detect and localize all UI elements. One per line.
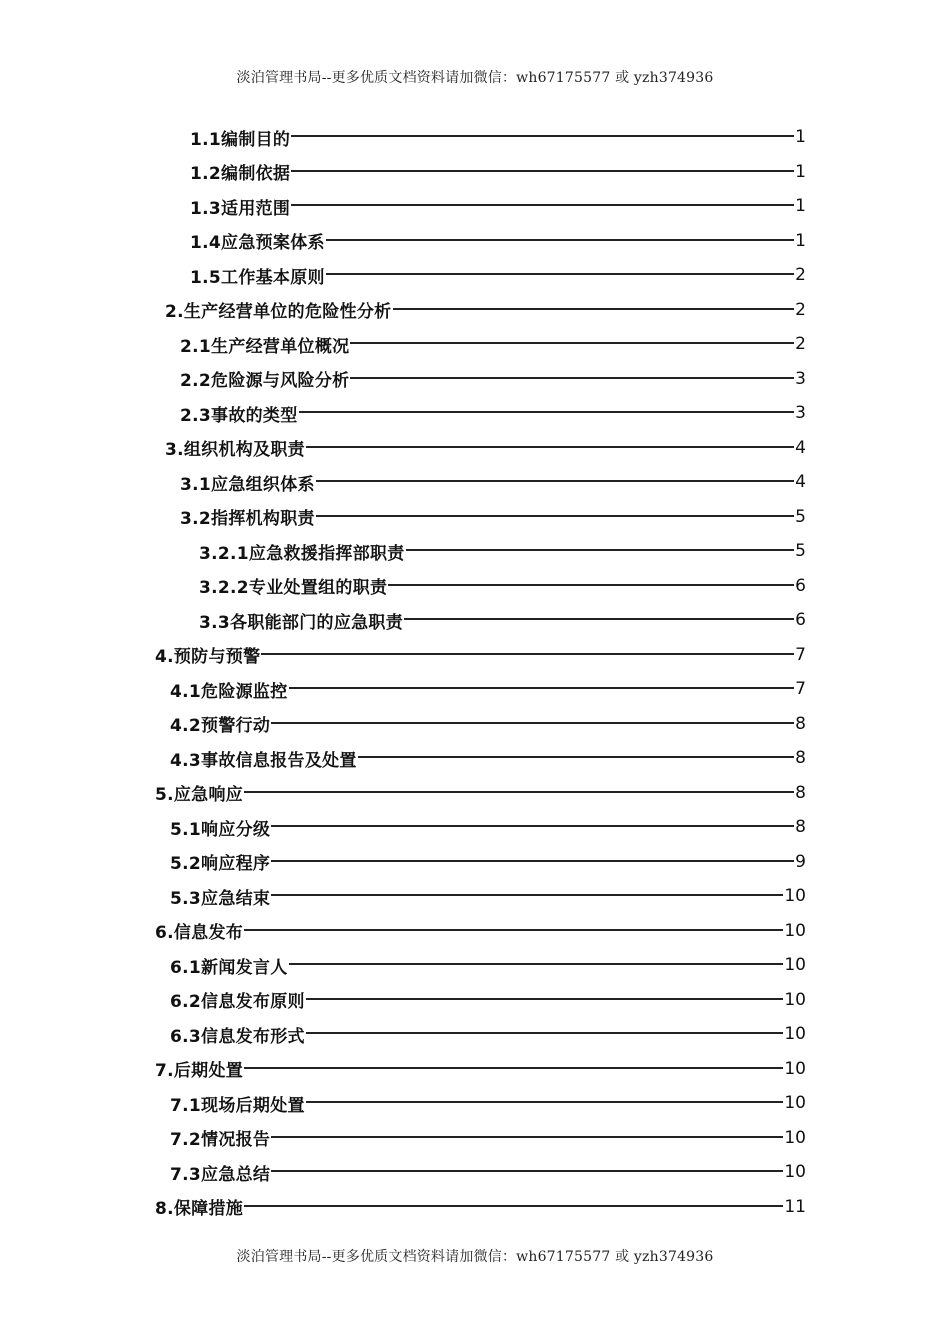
toc-entry-page: 1 (795, 230, 806, 251)
toc-entry-page: 8 (795, 782, 806, 803)
toc-entry-title: 5.2响应程序 (170, 854, 271, 874)
toc-entry[interactable] (155, 914, 806, 948)
toc-leader-line (244, 1067, 783, 1069)
toc-entry-page: 4 (795, 437, 806, 458)
toc-entry-title: 6.2信息发布原则 (170, 992, 305, 1012)
toc-entry-page: 7 (795, 644, 806, 665)
toc-leader-line (291, 204, 794, 206)
toc-entry[interactable] (155, 776, 806, 810)
toc-entry[interactable] (170, 707, 806, 741)
toc-entry[interactable] (170, 1121, 806, 1155)
toc-entry[interactable] (170, 672, 806, 706)
toc-entry[interactable] (180, 500, 806, 534)
toc-leader-line (393, 308, 795, 310)
toc-entry-title: 4.2预警行动 (170, 716, 271, 736)
toc-entry-title: 1.1编制目的 (190, 129, 291, 150)
toc-entry[interactable] (180, 362, 806, 396)
toc-leader-line (306, 998, 784, 1000)
toc-leader-line (404, 618, 794, 620)
toc-leader-line (289, 963, 784, 965)
toc-entry[interactable] (170, 810, 806, 844)
toc-entry-page: 6 (795, 575, 806, 596)
page-footer: 淡泊管理书局--更多优质文档资料请加微信：wh67175577 或 yzh374936 (236, 1249, 714, 1265)
toc-entry[interactable] (180, 465, 806, 499)
toc-leader-line (244, 929, 783, 931)
toc-entry-page: 10 (784, 1162, 806, 1182)
toc-entry-page: 8 (795, 817, 806, 837)
toc-entry[interactable] (170, 948, 806, 982)
toc-entry-page: 1 (795, 127, 806, 147)
toc-entry[interactable] (170, 741, 806, 775)
toc-entry[interactable] (180, 396, 806, 430)
toc-entry-title: 1.3适用范围 (190, 198, 291, 219)
toc-entry-page: 6 (795, 610, 806, 630)
toc-entry-title: 3.2指挥机构职责 (180, 509, 315, 529)
toc-entry-title: 3.2.1应急救援指挥部职责 (199, 543, 405, 564)
toc-entry[interactable] (155, 1190, 806, 1224)
toc-leader-line (306, 1032, 784, 1034)
toc-entry-title: 2.生产经营单位的危险性分析 (165, 302, 392, 322)
toc-entry-title: 4.3事故信息报告及处置 (170, 750, 357, 771)
toc-entry[interactable] (199, 534, 806, 568)
toc-entry-title: 2.1生产经营单位概况 (180, 336, 350, 357)
toc-leader-line (271, 860, 794, 862)
toc-entry-page: 5 (795, 506, 806, 527)
toc-leader-line (388, 584, 794, 586)
toc-entry-title: 1.4应急预案体系 (190, 233, 325, 253)
toc-entry[interactable] (199, 603, 806, 637)
toc-entry[interactable] (155, 638, 806, 672)
toc-entry[interactable] (170, 845, 806, 879)
toc-entry[interactable] (165, 293, 806, 327)
toc-entry-title: 6.1新闻发言人 (170, 957, 288, 978)
toc-entry-title: 5.3应急结束 (170, 888, 271, 909)
toc-leader-line (289, 687, 795, 689)
toc-entry-page: 10 (784, 1058, 806, 1079)
toc-entry-page: 2 (795, 265, 806, 285)
toc-leader-line (244, 791, 794, 793)
toc-entry-title: 7.3应急总结 (170, 1164, 271, 1185)
toc-entry-page: 10 (784, 955, 806, 975)
toc-entry[interactable] (199, 569, 806, 603)
toc-entry[interactable] (170, 1086, 806, 1120)
toc-leader-line (271, 1170, 783, 1172)
toc-entry-title: 5.1响应分级 (170, 819, 271, 840)
toc-entry[interactable] (190, 224, 806, 258)
toc-entry-title: 3.3各职能部门的应急职责 (199, 612, 404, 633)
toc-entry[interactable] (190, 258, 806, 292)
toc-entry-page: 8 (795, 713, 806, 734)
toc-entry-title: 4.1危险源监控 (170, 681, 288, 702)
toc-entry-title: 3.组织机构及职责 (165, 440, 305, 460)
toc-entry-page: 10 (784, 989, 806, 1010)
toc-entry-title: 3.1应急组织体系 (180, 474, 315, 495)
toc-entry-page: 10 (784, 1024, 806, 1044)
toc-entry-title: 6.3信息发布形式 (170, 1026, 305, 1047)
toc-leader-line (299, 411, 795, 413)
toc-leader-line (244, 1205, 783, 1207)
toc-entry-page: 8 (795, 748, 806, 768)
toc-entry-page: 1 (795, 196, 806, 216)
toc-entry-page: 4 (795, 472, 806, 492)
toc-entry-page: 3 (795, 368, 806, 389)
toc-leader-line (326, 239, 794, 241)
toc-entry[interactable] (190, 120, 806, 154)
toc-entry[interactable] (155, 1052, 806, 1086)
toc-leader-line (326, 273, 794, 275)
toc-entry-page: 10 (784, 1127, 806, 1148)
toc-entry-title: 2.2危险源与风险分析 (180, 371, 350, 391)
toc-entry-page: 3 (795, 403, 806, 423)
toc-leader-line (261, 653, 794, 655)
toc-entry-page: 9 (795, 851, 806, 872)
toc-entry-title: 7.后期处置 (155, 1061, 244, 1081)
toc-leader-line (271, 1136, 783, 1138)
toc-entry-page: 10 (784, 886, 806, 906)
toc-entry-page: 11 (784, 1196, 806, 1217)
toc-entry-title: 2.3事故的类型 (180, 405, 298, 426)
toc-entry-title: 6.信息发布 (155, 923, 244, 943)
toc-leader-line (358, 756, 794, 758)
toc-entry-title: 5.应急响应 (155, 785, 244, 805)
toc-entry-page: 2 (795, 299, 806, 320)
toc-leader-line (291, 170, 794, 172)
toc-leader-line (271, 722, 794, 724)
toc-entry-title: 4.预防与预警 (155, 647, 261, 667)
toc-entry-page: 1 (795, 161, 806, 182)
toc-leader-line (350, 377, 794, 379)
toc-entry[interactable] (190, 189, 806, 223)
toc-entry[interactable] (170, 1017, 806, 1051)
toc-entry-page: 7 (795, 679, 806, 699)
toc-entry-title: 1.2编制依据 (190, 164, 291, 184)
toc-entry-title: 1.5工作基本原则 (190, 267, 325, 288)
page-header: 淡泊管理书局--更多优质文档资料请加微信：wh67175577 或 yzh374936 (236, 70, 714, 86)
toc-leader-line (316, 515, 794, 517)
toc-entry-page: 10 (784, 1093, 806, 1113)
toc-leader-line (406, 549, 795, 551)
toc-leader-line (350, 342, 794, 344)
toc-leader-line (291, 135, 794, 137)
toc-entry[interactable] (165, 431, 806, 465)
toc-entry[interactable] (170, 983, 806, 1017)
toc-entry-page: 10 (784, 920, 806, 941)
toc-entry[interactable] (190, 155, 806, 189)
toc-entry-page: 2 (795, 334, 806, 354)
toc-entry-title: 8.保障措施 (155, 1199, 244, 1219)
toc-entry[interactable] (170, 1155, 806, 1189)
toc-leader-line (271, 825, 794, 827)
toc-entry-title: 7.1现场后期处置 (170, 1095, 305, 1116)
toc-leader-line (271, 894, 783, 896)
toc-entry[interactable] (180, 327, 806, 361)
toc-leader-line (306, 1101, 784, 1103)
toc-leader-line (316, 480, 794, 482)
toc-entry-title: 7.2情况报告 (170, 1130, 271, 1150)
toc-entry-page: 5 (795, 541, 806, 561)
toc-entry-title: 3.2.2专业处置组的职责 (199, 578, 388, 598)
toc-leader-line (306, 446, 794, 448)
toc-entry[interactable] (170, 879, 806, 913)
